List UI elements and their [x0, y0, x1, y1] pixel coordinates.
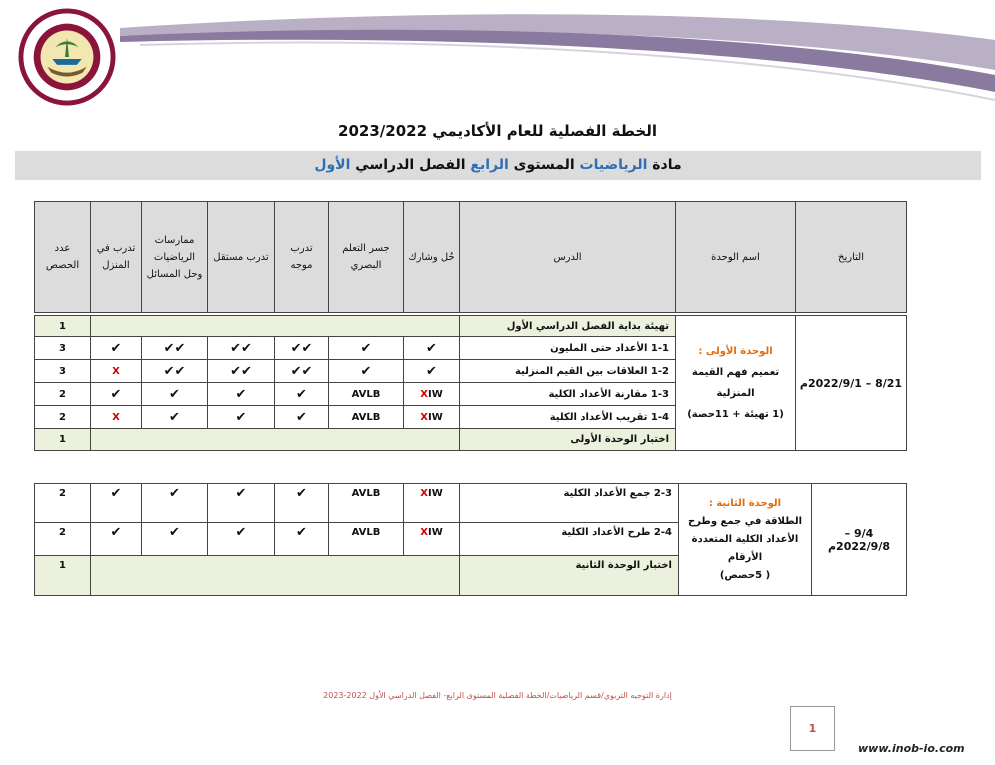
header-lesson: الدرس: [460, 202, 676, 313]
header-practices: ممارسات الرياضيات وحل المسائل: [142, 202, 208, 313]
visual-bridge-mark: AVLB: [329, 523, 404, 556]
header-count: عدد الحصص: [35, 202, 91, 313]
practices-mark: ✔: [142, 406, 208, 429]
unit1-name: تعميم فهم القيمة المنزلية: [691, 367, 780, 399]
site-watermark: www.inob-io.com: [858, 742, 965, 755]
x-mark: X: [420, 527, 428, 538]
x-mark: X: [420, 488, 428, 499]
table-row-lesson: اختبار الوحدة الأولى: [460, 429, 676, 451]
guided-mark: ✔✔: [275, 360, 329, 383]
table-row-count: 3: [35, 337, 91, 360]
header-think-share: حُل وشارك: [404, 202, 460, 313]
table-row-count: 2: [35, 406, 91, 429]
subject-prefix: مادة: [647, 157, 682, 173]
table-row-count: 2: [35, 523, 91, 556]
x-mark: X: [420, 411, 428, 423]
unit2-sessions: ( 5حصص): [719, 569, 771, 581]
home-mark: ✔: [91, 383, 142, 406]
semester-value: الأول: [314, 157, 351, 173]
unit1-sessions: (1 تهيئة + 11حصة): [687, 409, 784, 420]
footer-text: إدارة التوجيه التربوي/قسم الرياضيات/الخطة الفصلية المستوى الرابع- الفصل الدراسي الأول 2022-2023: [323, 691, 672, 700]
table-row-lesson: تهيئة بداية الفصل الدراسي الأول: [460, 316, 676, 337]
think-share-mark: [404, 523, 460, 556]
practices-mark: ✔: [142, 383, 208, 406]
iw-label: IW: [427, 488, 443, 499]
table-row-empty: [91, 429, 460, 451]
practices-mark: ✔: [142, 484, 208, 523]
level-label: المستوى: [508, 157, 580, 173]
header-swoosh: [0, 0, 995, 120]
header-date: التاريخ: [796, 202, 907, 313]
table-row-count: 1: [35, 429, 91, 451]
iw-label: IW: [427, 388, 443, 400]
independent-mark: ✔: [208, 523, 275, 556]
practices-mark: ✔✔: [142, 337, 208, 360]
level-value: الرابع: [470, 157, 509, 173]
think-share-mark: ✔: [404, 337, 460, 360]
visual-bridge-mark: AVLB: [329, 406, 404, 429]
table-row-lesson: اختبار الوحدة الثانية: [460, 556, 679, 596]
table-row-lesson: 2-4 طرح الأعداد الكلية: [460, 523, 679, 556]
home-mark: ✔: [91, 337, 142, 360]
table-row-lesson: 1-1 الأعداد حتى المليون: [460, 337, 676, 360]
page-number: 1: [790, 706, 835, 751]
ministry-logo: [18, 8, 116, 106]
semester-label: الفصل الدراسي: [350, 157, 471, 173]
unit2-date: 9/4 –2022/9/8م: [812, 484, 907, 596]
table-row-count: 1: [35, 556, 91, 596]
unit1-cell: [676, 316, 796, 451]
home-mark: X: [91, 360, 142, 383]
table-row-count: 2: [35, 484, 91, 523]
visual-bridge-mark: AVLB: [329, 383, 404, 406]
plan-table-unit-1: [34, 201, 907, 451]
table-row-empty: [91, 556, 460, 596]
visual-bridge-mark: ✔: [329, 360, 404, 383]
header-unit-name: اسم الوحدة: [676, 202, 796, 313]
home-mark: X: [91, 406, 142, 429]
unit1-date: 8/21 – 2022/9/1م: [796, 316, 907, 451]
think-share-mark: [404, 484, 460, 523]
subject-name: الرياضيات: [579, 157, 648, 173]
iw-label: IW: [427, 527, 443, 538]
guided-mark: ✔: [275, 523, 329, 556]
independent-mark: ✔: [208, 383, 275, 406]
unit1-title: الوحدة الأولى :: [698, 346, 773, 357]
independent-mark: ✔: [208, 484, 275, 523]
guided-mark: ✔: [275, 383, 329, 406]
table-row-empty: [91, 316, 460, 337]
subject-bar: [15, 151, 981, 180]
unit2-name: الطلاقة في جمع وطرح الأعداد الكلية المتعددة الأرقام: [687, 515, 803, 563]
table-row-count: 2: [35, 383, 91, 406]
visual-bridge-mark: AVLB: [329, 484, 404, 523]
document-title: الخطة الفصلية للعام الأكاديمي 2023/2022: [338, 122, 657, 140]
table-row-lesson: 1-4 تقريب الأعداد الكلية: [460, 406, 676, 429]
x-mark: X: [420, 388, 428, 400]
practices-mark: ✔: [142, 523, 208, 556]
think-share-mark: ✔: [404, 360, 460, 383]
table-row-lesson: 1-3 مقارنة الأعداد الكلية: [460, 383, 676, 406]
header-home: تدرب في المنزل: [91, 202, 142, 313]
visual-bridge-mark: ✔: [329, 337, 404, 360]
home-mark: ✔: [91, 484, 142, 523]
independent-mark: ✔: [208, 406, 275, 429]
plan-table-unit-2: [34, 483, 907, 596]
independent-mark: ✔✔: [208, 337, 275, 360]
think-share-mark: [404, 383, 460, 406]
practices-mark: ✔✔: [142, 360, 208, 383]
guided-mark: ✔: [275, 484, 329, 523]
guided-mark: ✔: [275, 406, 329, 429]
unit2-title: الوحدة الثانية :: [708, 497, 782, 509]
table-row-lesson: 1-2 العلاقات بين القيم المنزلية: [460, 360, 676, 383]
header-visual-bridge: جسر التعلم البصري: [329, 202, 404, 313]
independent-mark: ✔✔: [208, 360, 275, 383]
iw-label: IW: [427, 411, 443, 423]
table-row-count: 1: [35, 316, 91, 337]
unit2-cell: [679, 484, 812, 596]
table-row-lesson: 2-3 جمع الأعداد الكلية: [460, 484, 679, 523]
header-guided: تدرب موجه: [275, 202, 329, 313]
think-share-mark: [404, 406, 460, 429]
guided-mark: ✔✔: [275, 337, 329, 360]
header-independent: تدرب مستقل: [208, 202, 275, 313]
home-mark: ✔: [91, 523, 142, 556]
table-row-count: 3: [35, 360, 91, 383]
